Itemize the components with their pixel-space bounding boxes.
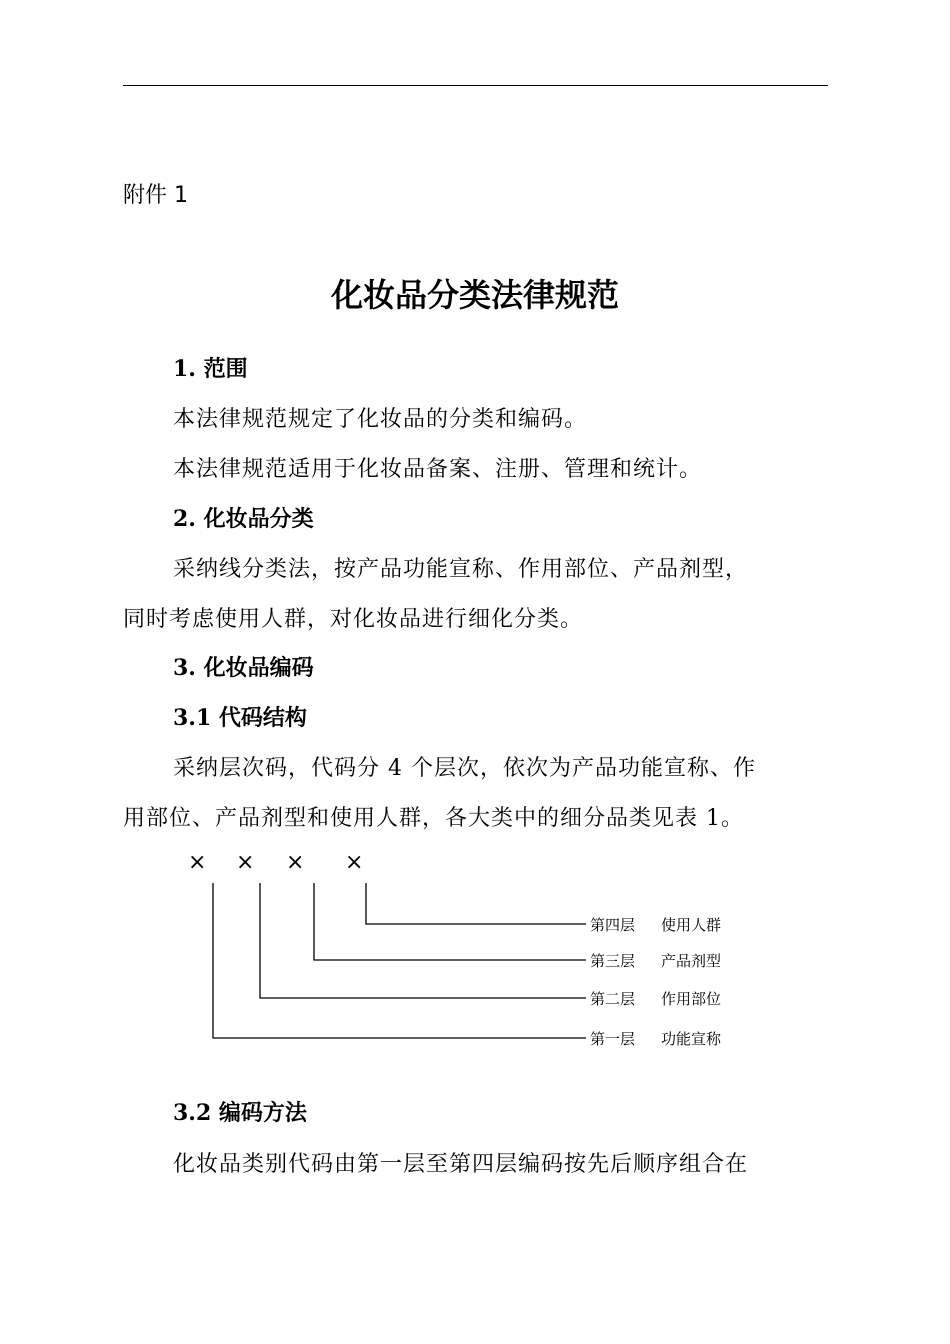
- section-2-paragraph-line-2: 同时考虑使用人群，对化妆品进行细化分类。: [123, 607, 584, 632]
- connector-level-2: [260, 883, 586, 998]
- section-2-paragraph-line-1: 采纳线分类法，按产品功能宣称、作用部位、产品剂型，: [173, 557, 749, 582]
- connector-level-4: [366, 883, 586, 924]
- level-1-desc: 功能宣称: [661, 1030, 722, 1048]
- code-mark-4: ×: [345, 850, 364, 875]
- section-3-1-paragraph-line-1: 采纳层次码，代码分 4 个层次，依次为产品功能宣称、作: [173, 756, 756, 781]
- section-1-paragraph-2: 本法律规范适用于化妆品备案、注册、管理和统计。: [173, 457, 703, 482]
- level-4-name: 第四层: [590, 916, 636, 934]
- section-3-heading: 3. 化妆品编码: [173, 655, 314, 681]
- section-3-2-heading: 3.2 编码方法: [173, 1100, 307, 1126]
- section-3-2-paragraph-line-1: 化妆品类别代码由第一层至第四层编码按先后顺序组合在: [173, 1152, 749, 1177]
- level-3-desc: 产品剂型: [661, 952, 722, 970]
- connector-level-1: [213, 883, 586, 1038]
- section-1-paragraph-1: 本法律规范规定了化妆品的分类和编码。: [173, 407, 588, 432]
- code-mark-2: ×: [236, 850, 255, 875]
- level-2-name: 第二层: [590, 990, 636, 1008]
- section-3-1-heading: 3.1 代码结构: [173, 705, 307, 731]
- code-mark-3: ×: [286, 850, 305, 875]
- section-1-heading: 1. 范围: [173, 356, 248, 382]
- section-3-1-paragraph-line-2: 用部位、产品剂型和使用人群，各大类中的细分品类见表 1。: [123, 806, 744, 831]
- document-title: 化妆品分类法律规范: [330, 276, 619, 314]
- level-1-label: [590, 1028, 721, 1049]
- connector-level-3: [314, 883, 586, 960]
- section-2-heading: 2. 化妆品分类: [173, 506, 314, 532]
- level-4-desc: 使用人群: [661, 916, 722, 934]
- level-2-desc: 作用部位: [661, 990, 722, 1008]
- code-mark-1: ×: [188, 850, 207, 875]
- level-1-name: 第一层: [590, 1030, 636, 1048]
- header-rule: [123, 85, 828, 86]
- level-3-label: [590, 950, 721, 971]
- annex-label: 附件 1: [123, 183, 188, 208]
- level-3-name: 第三层: [590, 952, 636, 970]
- level-2-label: [590, 988, 721, 1009]
- level-4-label: [590, 914, 721, 935]
